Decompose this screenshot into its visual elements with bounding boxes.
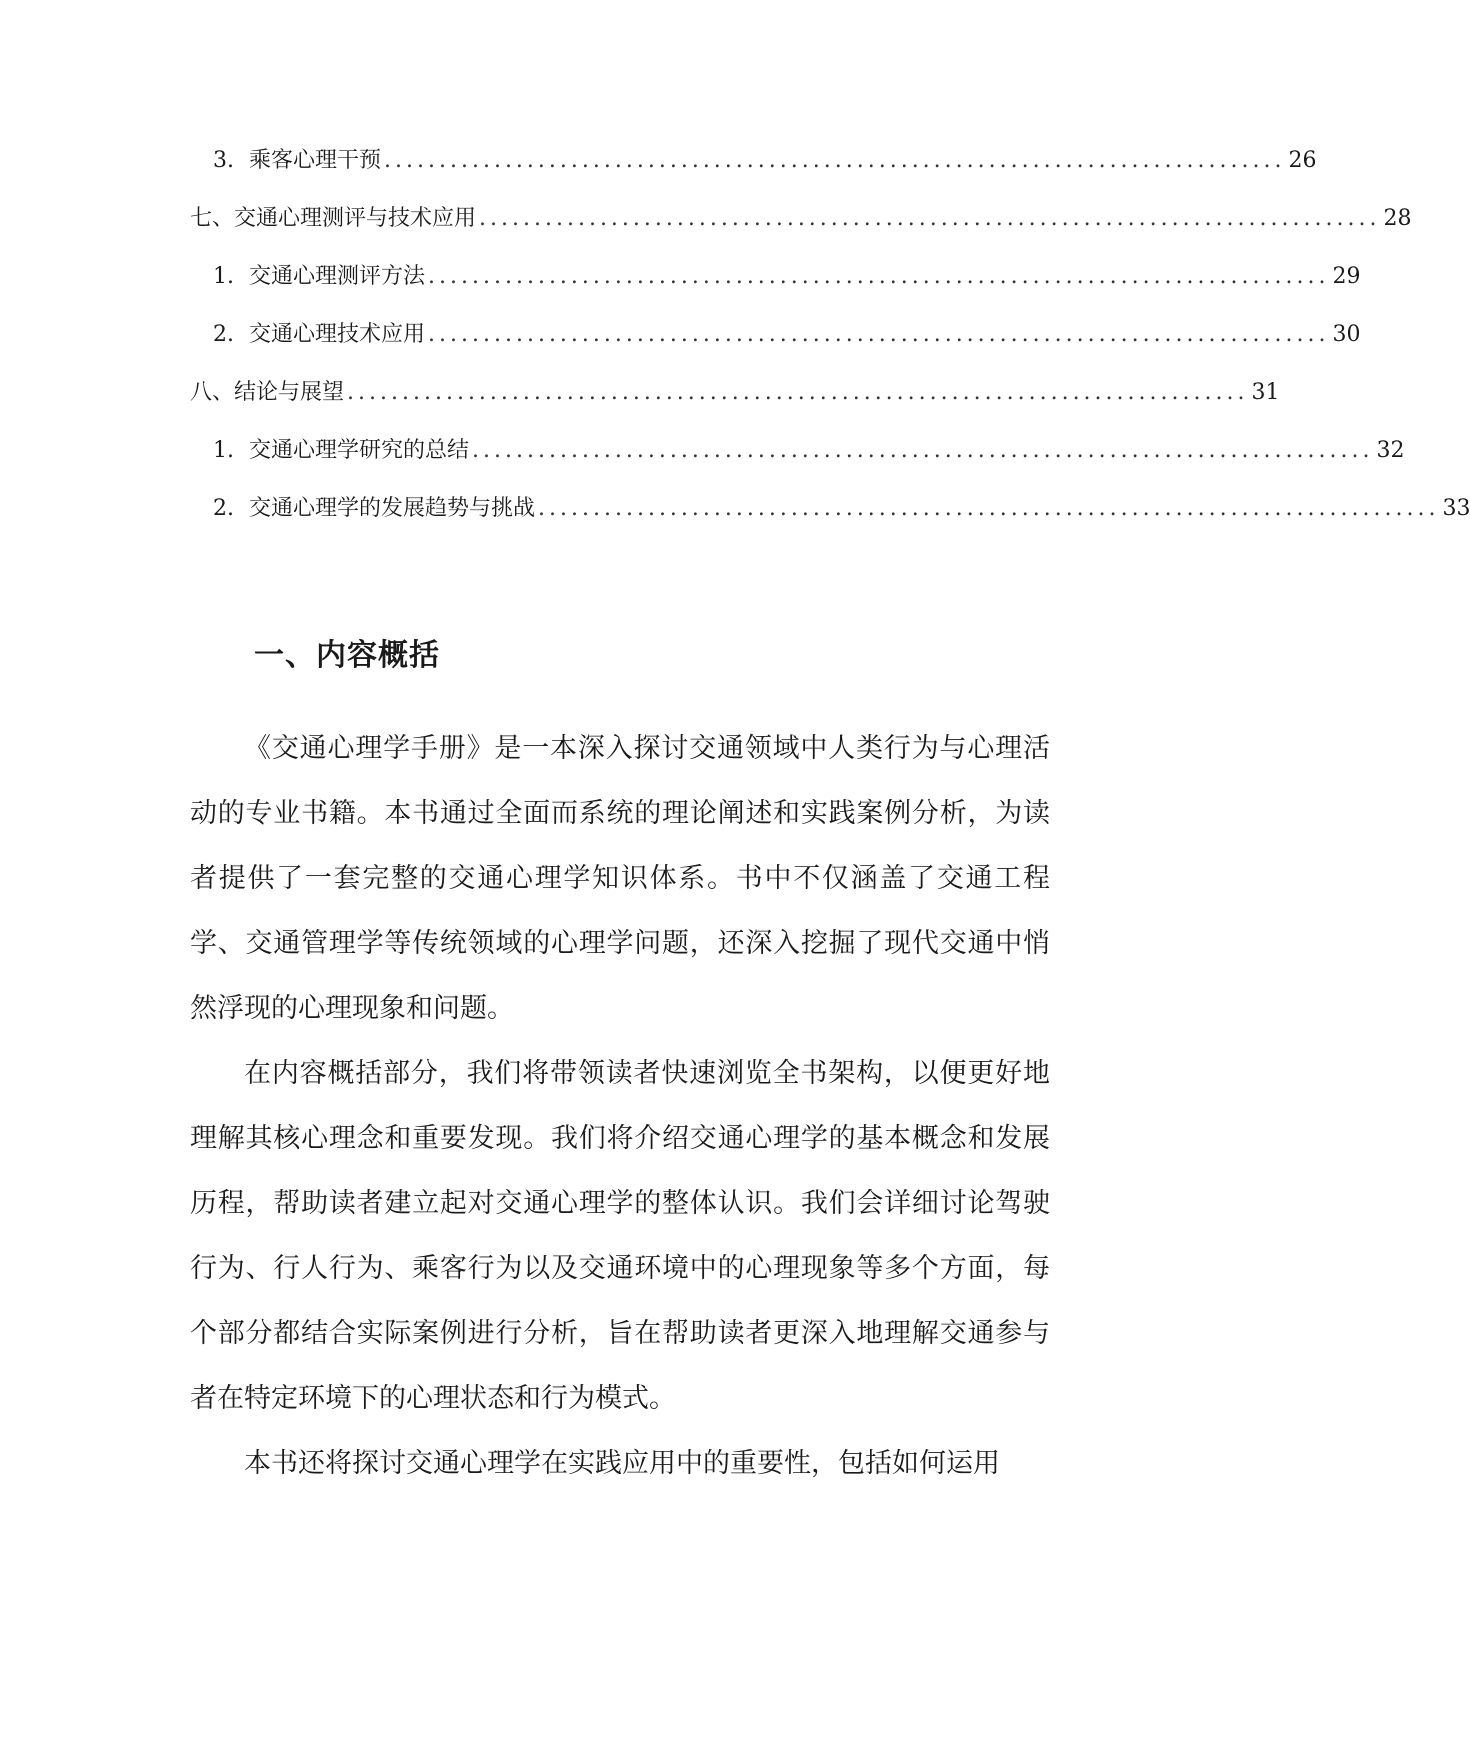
toc-entry-number: 1.: [213, 438, 234, 463]
toc-entry[interactable]: [213, 260, 1361, 294]
toc-leader-dots: ..................................................................................: [347, 380, 1249, 405]
toc-entry-page: 31: [1251, 380, 1280, 405]
toc-entry-page: 30: [1332, 322, 1361, 347]
toc-entry-page: 33: [1442, 496, 1470, 521]
toc-entry[interactable]: [190, 202, 1412, 236]
toc-entry-label: 交通心理学研究的总结: [249, 438, 470, 463]
toc-entry-label: 八、结论与展望: [190, 380, 345, 405]
toc-entry-number: 2.: [213, 496, 234, 521]
toc-entry-number: 2.: [213, 322, 234, 347]
toc-leader-dots: ..................................................................................: [428, 264, 1330, 289]
toc-entry-number: 1.: [213, 264, 234, 289]
section-heading: 一、内容概括: [254, 638, 440, 673]
toc-entry-label: 七、交通心理测评与技术应用: [190, 206, 477, 231]
toc-entry-number: 3.: [213, 148, 234, 173]
toc-entry-page: 26: [1288, 148, 1317, 173]
toc-leader-dots: ..................................................................................: [384, 148, 1286, 173]
toc-entry-page: 29: [1332, 264, 1361, 289]
toc-entry[interactable]: [213, 492, 1470, 526]
toc-entry[interactable]: [190, 376, 1280, 410]
body-paragraph: 《交通心理学手册》是一本深入探讨交通领域中人类行为与心理活动的专业书籍。本书通过全面而系统的理论阐述和实践案例分析，为读者提供了一套完整的交通心理学知识体系。书中不仅涵盖了交通工程学、交通管理学等传统领域的心理学问题，还深入挖掘了现代交通中悄然浮现的心理现象和问题。: [190, 733, 1050, 1024]
body-paragraph: 在内容概括部分，我们将带领读者快速浏览全书架构，以便更好地理解其核心理念和重要发现。我们将介绍交通心理学的基本概念和发展历程，帮助读者建立起对交通心理学的整体认识。我们会详细讨论驾驶行为、行人行为、乘客行为以及交通环境中的心理现象等多个方面，每个部分都结合实际案例进行分析，旨在帮助读者更深入地理解交通参与者在特定环境下的心理状态和行为模式。: [190, 1058, 1050, 1414]
toc-leader-dots: ..................................................................................: [538, 496, 1440, 521]
toc-leader-dots: ..................................................................................: [479, 206, 1381, 231]
toc-leader-dots: ..................................................................................: [472, 438, 1374, 463]
toc-entry[interactable]: [213, 144, 1317, 178]
toc-leader-dots: ..................................................................................: [428, 322, 1330, 347]
toc-entry-page: 28: [1383, 206, 1412, 231]
toc-entry-page: 32: [1376, 438, 1405, 463]
toc-entry[interactable]: [213, 318, 1361, 352]
body-paragraph: 本书还将探讨交通心理学在实践应用中的重要性，包括如何运用: [244, 1448, 1000, 1479]
toc-entry-label: 乘客心理干预: [249, 148, 382, 173]
toc-entry[interactable]: [213, 434, 1405, 468]
toc-entry-label: 交通心理测评方法: [249, 264, 426, 289]
section-body: [190, 716, 1050, 1496]
toc-entry-label: 交通心理技术应用: [249, 322, 426, 347]
toc-entry-label: 交通心理学的发展趋势与挑战: [249, 496, 536, 521]
